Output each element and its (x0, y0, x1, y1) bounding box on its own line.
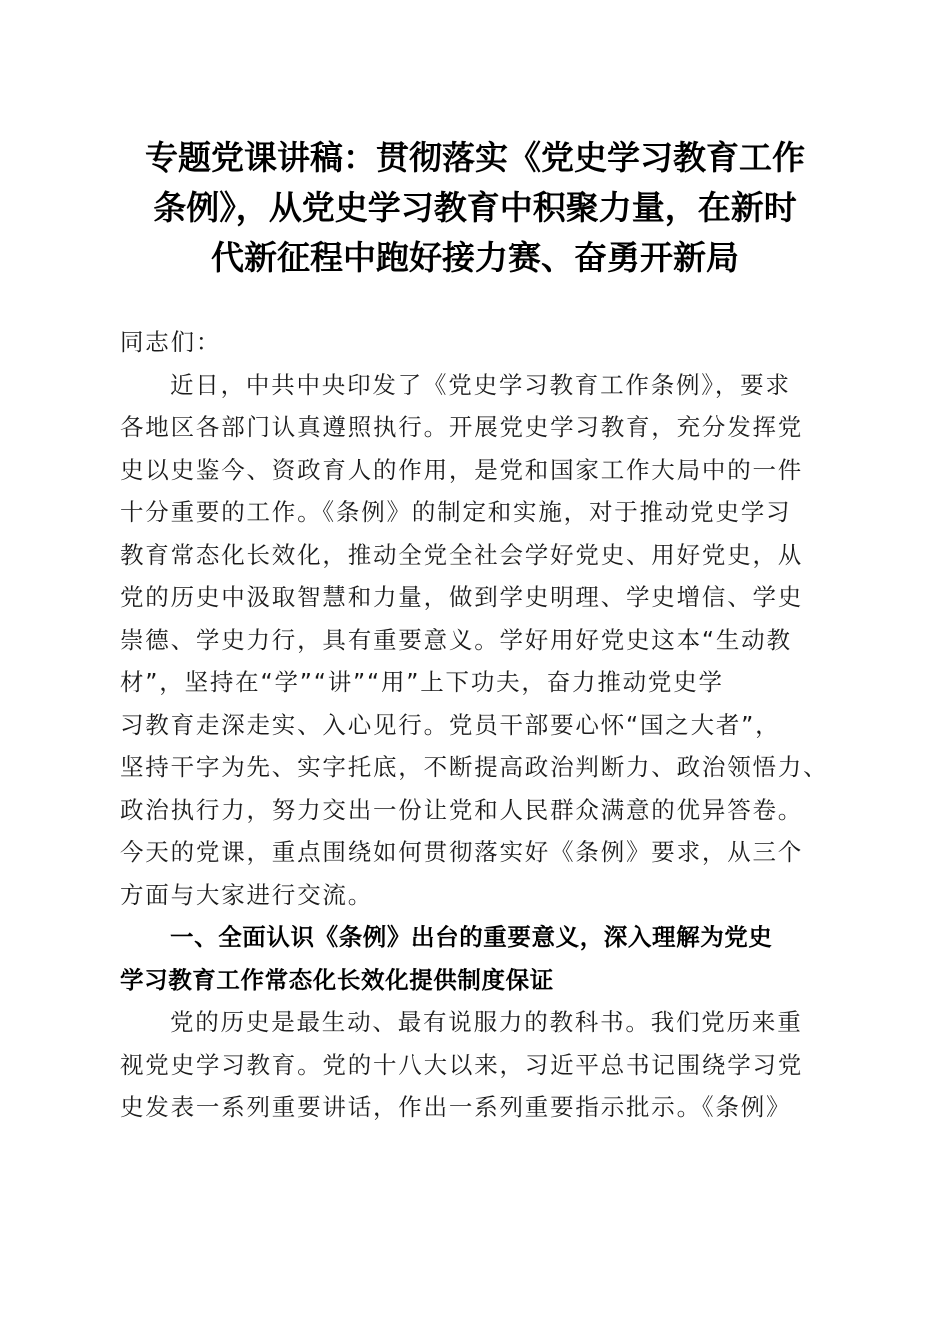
paragraph-line: 政治执行力，努力交出一份让党和人民群众满意的优异答卷。 (120, 795, 804, 824)
title-line-2: 条例》，从党史学习教育中积聚力量，在新时 (153, 188, 797, 227)
paragraph-line: 党的历史中汲取智慧和力量，做到学史明理、学史增信、学史 (120, 583, 804, 611)
paragraph-line: 近日，中共中央印发了《党史学习教育工作条例》，要求 (170, 370, 791, 399)
paragraph-line: 各地区各部门认真遵照执行。开展党史学习教育，充分发挥党 (120, 413, 804, 441)
paragraph-line: 方面与大家进行交流。 (120, 880, 373, 909)
intro-paragraph (120, 364, 832, 917)
document-title (110, 133, 840, 283)
document-body (120, 321, 832, 1129)
title-line-1: 专题党课讲稿：贯彻落实《党史学习教育工作 (145, 138, 805, 177)
paragraph-line: 十分重要的工作。《条例》的制定和实施，对于推动党史学习 (120, 498, 792, 526)
paragraph-line: 史发表一系列重要讲话，作出一系列重要指示批示。《条例》 (120, 1093, 792, 1121)
title-line-3: 代新征程中跑好接力赛、奋勇开新局 (211, 238, 739, 277)
paragraph-line: 史以史鉴今、资政育人的作用，是党和国家工作大局中的一件 (120, 455, 804, 484)
heading-line: 学习教育工作常态化长效化提供制度保证 (120, 965, 554, 994)
section-1-heading (120, 916, 832, 1001)
paragraph-line: 习教育走深走实、入心见行。党员干部要心怀“国之大者”， (120, 710, 781, 739)
paragraph-line: 坚持干字为先、实字托底，不断提高政治判断力、政治领悟力、 (120, 753, 829, 781)
heading-line: 一、全面认识《条例》出台的重要意义，深入理解为党史 (170, 923, 773, 951)
salutation: 同志们： (120, 328, 222, 356)
paragraph-line: 视党史学习教育。党的十八大以来，习近平总书记围绕学习党 (120, 1050, 804, 1079)
paragraph-line: 材”，坚持在“学”“讲”“用”上下功夫，奋力推动党史学 (120, 668, 724, 696)
paragraph-line: 崇德、学史力行，具有重要意义。学好用好党史这本“生动教 (120, 625, 792, 654)
section-1-paragraph (120, 1001, 832, 1129)
paragraph-line: 教育常态化长效化，推动全党全社会学好党史、用好党史，从 (120, 540, 804, 569)
paragraph-line: 党的历史是最生动、最有说服力的教科书。我们党历来重 (170, 1008, 803, 1036)
paragraph-line: 今天的党课，重点围绕如何贯彻落实好《条例》要求，从三个 (120, 838, 804, 866)
